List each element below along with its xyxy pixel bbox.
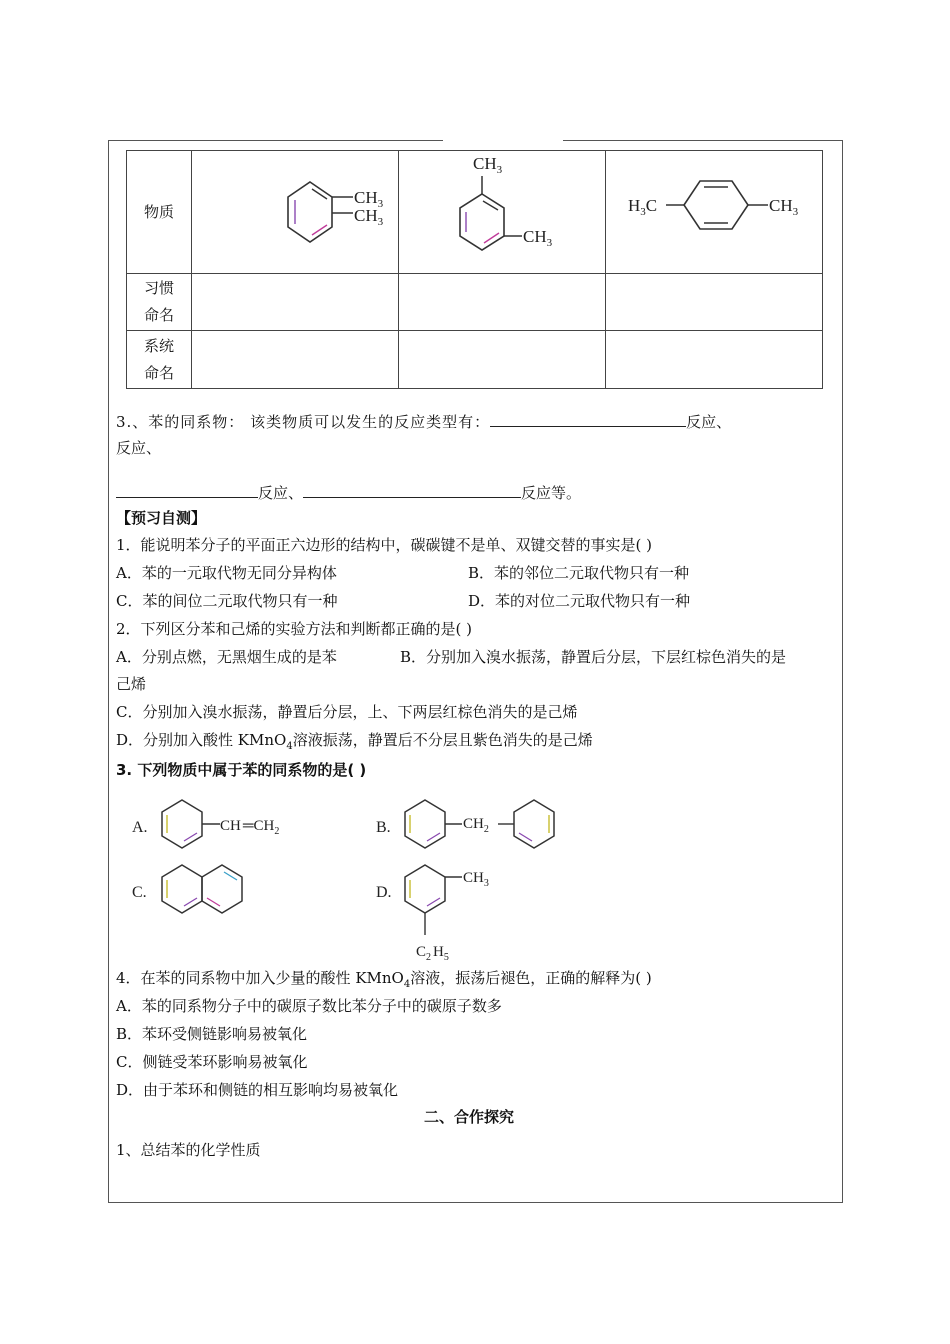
benzene-ring	[162, 800, 202, 848]
q2-option-b: B．分别加入溴水振荡，静置后分层，下层红棕色消失的是	[400, 648, 787, 666]
q3-label-a: A.	[132, 819, 148, 836]
naphthalene-ring	[162, 865, 202, 913]
substituent-label: $CH_3$	[473, 154, 503, 176]
substituent-label: $CH_3$	[769, 196, 799, 218]
substituent-label: $CH_3$	[523, 227, 553, 249]
q1-option-a: A．苯的一元取代物无同分异构体	[116, 564, 337, 582]
naphthalene-ring	[202, 865, 242, 913]
q1-option-d: D．苯的对位二元取代物只有一种	[468, 592, 691, 610]
para-xylene-structure	[606, 151, 822, 269]
q2-option-b-cont: 己烯	[116, 675, 147, 693]
answer-cell[interactable]	[606, 274, 823, 331]
answer-cell[interactable]	[606, 331, 823, 389]
q3-stem: 3. 下列物质中属于苯的同系物的是( )	[116, 761, 367, 779]
ortho-xylene-structure	[192, 151, 398, 269]
q2-option-a: A．分别点燃，无黑烟生成的是苯	[116, 648, 337, 666]
nomenclature-table	[126, 150, 823, 389]
substituent-label: $CH_3$	[354, 206, 384, 228]
answer-cell[interactable]	[399, 274, 606, 331]
part2-item1: 1、总结苯的化学性质	[116, 1141, 261, 1159]
blank-line[interactable]	[490, 410, 686, 427]
q2-stem: 2．下列区分苯和己烯的实验方法和判断都正确的是( )	[116, 620, 473, 638]
q3-label-b: B.	[376, 819, 391, 836]
substituent-label: $CH_3$	[463, 870, 489, 889]
row-label-common-name: 习惯 命名	[127, 274, 192, 331]
q3-label-d: D.	[376, 884, 392, 901]
answer-cell[interactable]	[192, 331, 399, 389]
answer-cell[interactable]	[399, 331, 606, 389]
blank-line[interactable]	[303, 481, 521, 498]
substituent-label: $CH_2$	[463, 816, 489, 835]
row-label-systematic-name: 系统 命名	[127, 331, 192, 389]
substituent-label: $C_2$ $H_5$	[416, 944, 449, 963]
q2-option-d: D．分别加入酸性 KMnO$_4$溶液振荡，静置后不分层且紫色消失的是己烯	[116, 731, 593, 752]
preview-heading: 【预习自测】	[116, 509, 207, 527]
structure-meta-xylene	[399, 151, 606, 274]
q4-option-b: B．苯环受侧链影响易被氧化	[116, 1025, 308, 1043]
answer-cell[interactable]	[192, 274, 399, 331]
section3-line1: 3.、苯的同系物： 该类物质可以发生的反应类型有： 反应、	[116, 410, 731, 432]
q1-stem: 1．能说明苯分子的平面正六边形的结构中，碳碳键不是单、双键交替的事实是( )	[116, 536, 653, 554]
substituent-label: CH $═CH_2$	[220, 818, 280, 837]
q4-option-c: C．侧链受苯环影响易被氧化	[116, 1053, 308, 1071]
q4-option-a: A．苯的同系物分子中的碳原子数比苯分子中的碳原子数多	[116, 997, 502, 1015]
q4-option-d: D．由于苯环和侧链的相互影响均易被氧化	[116, 1081, 399, 1099]
blank-line[interactable]	[116, 481, 258, 498]
meta-xylene-structure	[399, 151, 605, 269]
benzene-ring	[405, 800, 445, 848]
row-label-substance: 物质	[127, 151, 192, 274]
structure-ortho-xylene	[192, 151, 399, 274]
q3-label-c: C.	[132, 884, 147, 901]
benzene-ring	[514, 800, 554, 848]
q1-option-c: C．苯的间位二元取代物只有一种	[116, 592, 338, 610]
substituent-label: $CH_3$	[354, 188, 384, 210]
section3-line2: 反应、 反应等。	[116, 481, 581, 503]
q2-option-c: C．分别加入溴水振荡，静置后分层，上、下两层红棕色消失的是己烯	[116, 703, 578, 721]
section3-line1-wrap: 反应、	[116, 439, 162, 457]
benzene-ring	[405, 865, 445, 913]
part2-heading: 二、合作探究	[424, 1108, 515, 1126]
q1-option-b: B．苯的邻位二元取代物只有一种	[468, 564, 690, 582]
structure-para-xylene	[606, 151, 823, 274]
q3-structures	[120, 790, 580, 965]
substituent-label: $H_3C$	[628, 196, 658, 218]
q4-stem: 4．在苯的同系物中加入少量的酸性 KMnO$_4$溶液，振荡后褪色，正确的解释为( )	[116, 969, 652, 990]
